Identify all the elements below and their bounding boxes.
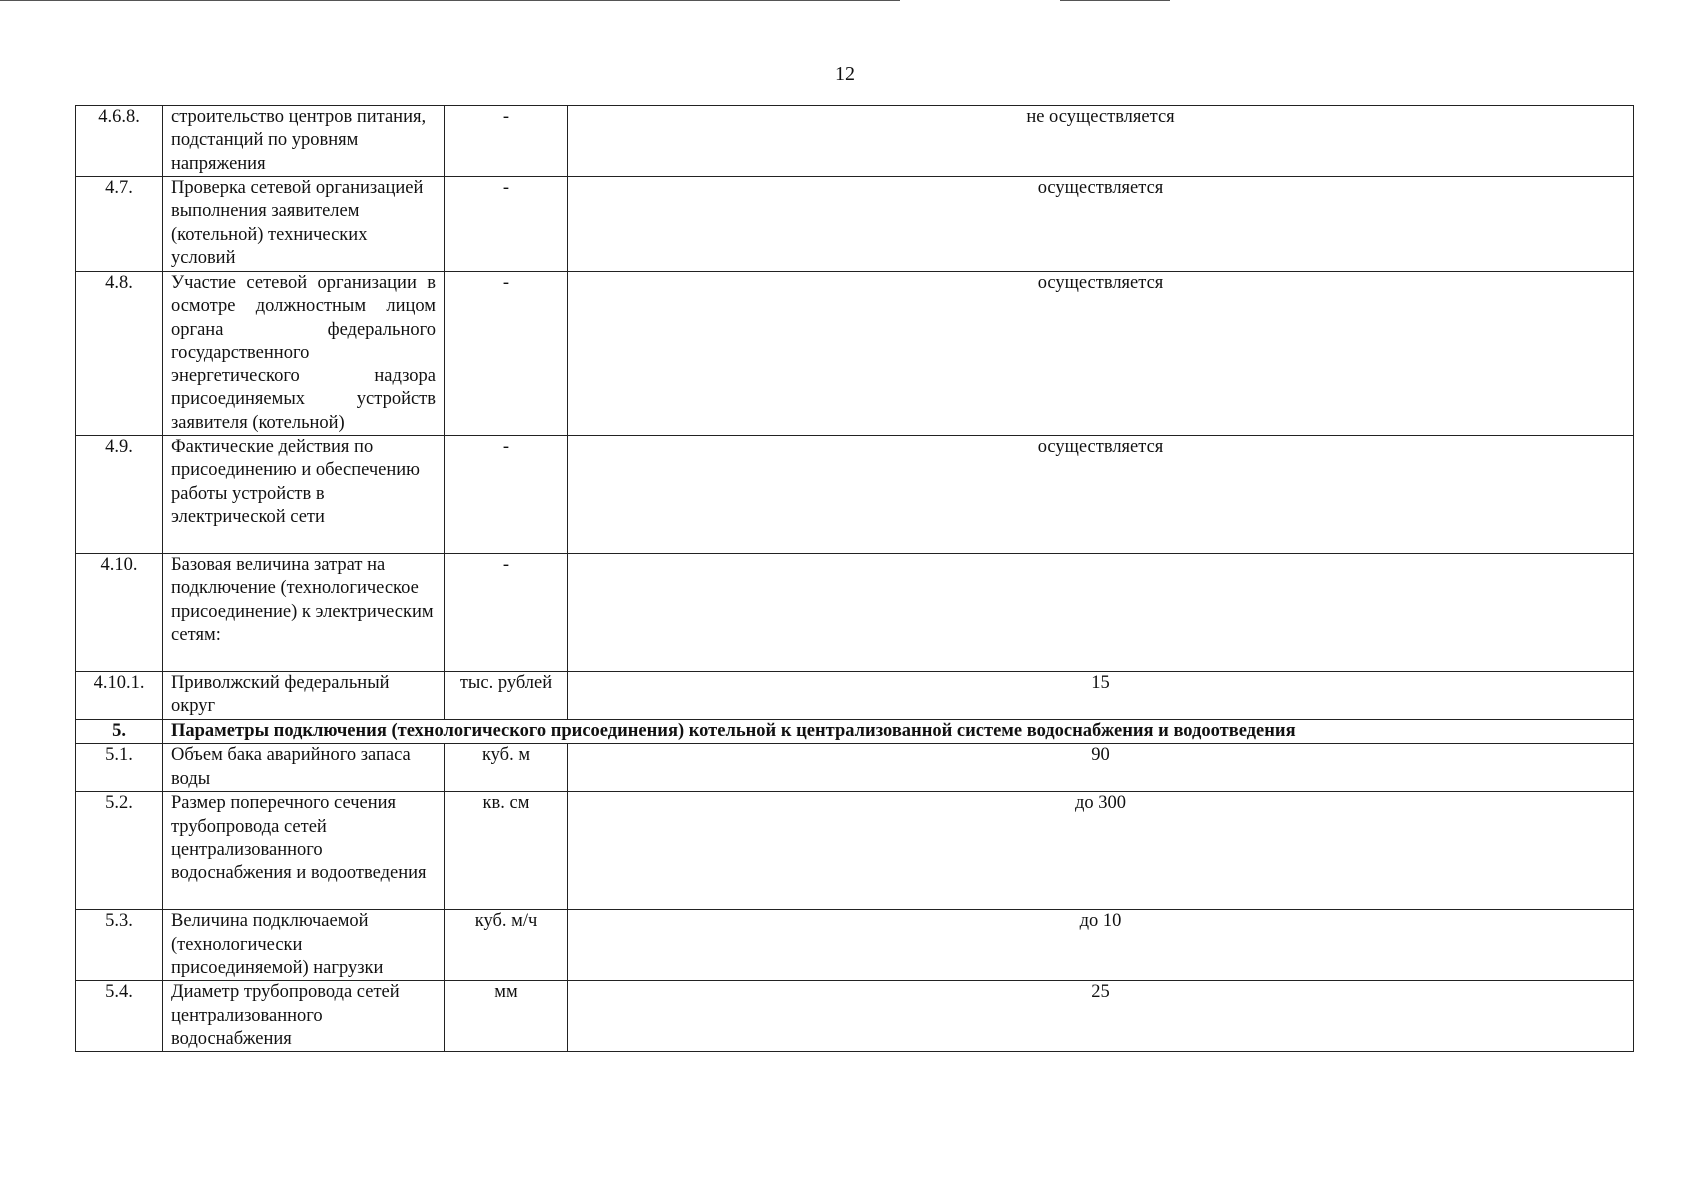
row-description: Размер поперечного сечения трубопровода сетей централизованного водоснабжения и водоотведения [163,792,445,910]
row-unit: куб. м/ч [445,910,568,981]
row-value: 90 [568,744,1634,792]
page-number: 12 [835,63,855,85]
row-unit: - [445,272,568,436]
row-description: Диаметр трубопровода сетей централизованного водоснабжения [163,981,445,1052]
row-number: 4.10.1. [76,672,163,720]
section-number: 5. [76,720,163,744]
row-number: 4.10. [76,554,163,672]
row-description: Приволжский федеральный округ [163,672,445,720]
row-value: осуществляется [568,177,1634,272]
row-unit: кв. см [445,792,568,910]
row-unit: тыс. рублей [445,672,568,720]
row-unit: - [445,177,568,272]
section-header-row [76,720,1634,744]
row-description: Величина подключаемой (технологически присоединяемой) нагрузки [163,910,445,981]
row-value: осуществляется [568,272,1634,436]
row-unit: куб. м [445,744,568,792]
scan-edge-line [1060,0,1170,1]
row-number: 5.4. [76,981,163,1052]
row-description: Объем бака аварийного запаса воды [163,744,445,792]
table-row [76,744,1634,792]
row-unit: - [445,436,568,554]
table-row [76,981,1634,1052]
row-unit: - [445,554,568,672]
table-row [76,436,1634,554]
table-row [76,554,1634,672]
row-description: Базовая величина затрат на подключение (технологическое присоединение) к электрическим сетям: [163,554,445,672]
table-row [76,792,1634,910]
row-number: 5.3. [76,910,163,981]
table-row [76,910,1634,981]
row-description: Участие сетевой организации в осмотре должностным лицом органа федерального государственного энергетического надзора присоединяемых устройств заявителя (котельной) [163,272,445,436]
row-number: 4.9. [76,436,163,554]
row-value [568,554,1634,672]
scan-edge-line [0,0,900,1]
row-unit: мм [445,981,568,1052]
row-number: 5.2. [76,792,163,910]
row-description: Фактические действия по присоединению и обеспечению работы устройств в электрической сети [163,436,445,554]
row-value: до 10 [568,910,1634,981]
row-value: до 300 [568,792,1634,910]
row-number: 5.1. [76,744,163,792]
parameters-table [75,105,1634,1052]
table-row [76,106,1634,177]
row-value: не осуществляется [568,106,1634,177]
table-row [76,177,1634,272]
row-number: 4.6.8. [76,106,163,177]
row-number: 4.7. [76,177,163,272]
row-description: Проверка сетевой организацией выполнения заявителем (котельной) технических условий [163,177,445,272]
table-row [76,272,1634,436]
row-number: 4.8. [76,272,163,436]
row-unit: - [445,106,568,177]
section-title: Параметры подключения (технологического присоединения) котельной к централизованной системе водоснабжения и водоотведения [163,720,1634,744]
row-value: осуществляется [568,436,1634,554]
row-value: 25 [568,981,1634,1052]
row-description: строительство центров питания, подстанций по уровням напряжения [163,106,445,177]
row-value: 15 [568,672,1634,720]
table-row [76,672,1634,720]
